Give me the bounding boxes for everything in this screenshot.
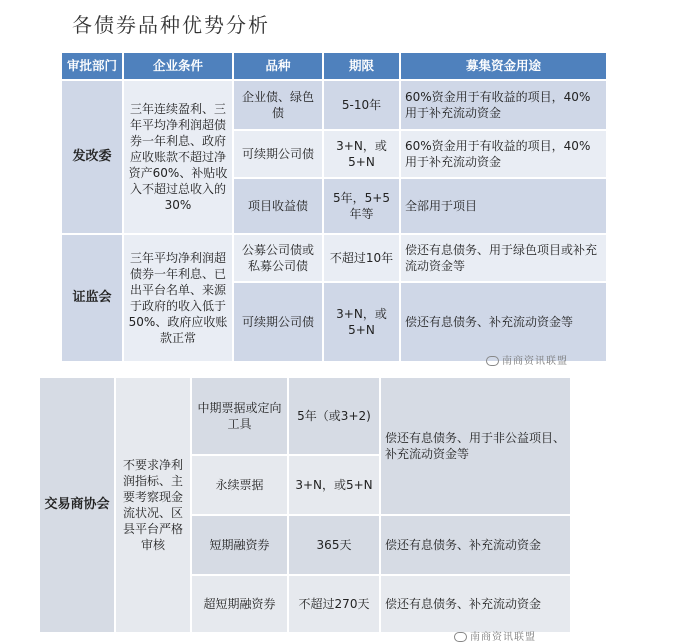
wechat-icon — [454, 632, 467, 642]
bond-term: 3+N，或5+N — [323, 282, 400, 362]
dept-ndrc: 发改委 — [61, 80, 123, 234]
fund-use: 偿还有息债务、补充流动资金等 — [400, 282, 607, 362]
watermark-2: 南商资讯联盟 — [454, 628, 536, 643]
bond-type: 公募公司债或私募公司债 — [233, 234, 323, 282]
bond-term: 5年，5+5年等 — [323, 178, 400, 234]
fund-use-merged: 偿还有息债务、用于非公益项目、补充流动资金等 — [380, 377, 571, 515]
fund-use: 全部用于项目 — [400, 178, 607, 234]
bond-term: 5年（或3+2) — [288, 377, 380, 455]
bond-type: 可续期公司债 — [233, 282, 323, 362]
bond-comparison-table-1 — [60, 51, 608, 363]
bond-term: 不超过270天 — [288, 575, 380, 633]
header-fund-use: 募集资金用途 — [400, 52, 607, 80]
fund-use: 偿还有息债务、用于绿色项目或补充流动资金等 — [400, 234, 607, 282]
condition-nafmii: 不要求净利润指标、主要考察现金流状况、区县平台严格审核 — [115, 377, 191, 633]
condition-ndrc: 三年连续盈利、三年平均净利润超债券一年利息、政府应收账款不超过净资产60%、补贴收入不超过总收入的30% — [123, 80, 233, 234]
table-row — [39, 377, 571, 455]
table-row — [61, 80, 607, 130]
bond-comparison-table-2 — [38, 376, 572, 634]
bond-term: 3+N，或5+N — [323, 130, 400, 178]
header-approval-dept: 审批部门 — [61, 52, 123, 80]
bond-term: 365天 — [288, 515, 380, 575]
header-conditions: 企业条件 — [123, 52, 233, 80]
bond-type: 可续期公司债 — [233, 130, 323, 178]
dept-nafmii: 交易商协会 — [39, 377, 115, 633]
fund-use: 60%资金用于有收益的项目，40%用于补充流动资金 — [400, 130, 607, 178]
bond-type: 企业债、绿色债 — [233, 80, 323, 130]
page-title: 各债券品种优势分析 — [72, 13, 270, 37]
wechat-icon — [486, 356, 499, 366]
bond-term: 5-10年 — [323, 80, 400, 130]
condition-csrc: 三年平均净利润超债券一年利息、已出平台名单、来源于政府的收入低于50%、政府应收账款正常 — [123, 234, 233, 362]
dept-csrc: 证监会 — [61, 234, 123, 362]
table-row — [61, 234, 607, 282]
fund-use: 偿还有息债务、补充流动资金 — [380, 575, 571, 633]
watermark-1: 南商资讯联盟 — [486, 352, 568, 367]
bond-type: 中期票据或定向工具 — [191, 377, 288, 455]
bond-type: 超短期融资券 — [191, 575, 288, 633]
header-type: 品种 — [233, 52, 323, 80]
bond-type: 永续票据 — [191, 455, 288, 515]
fund-use: 60%资金用于有收益的项目，40%用于补充流动资金 — [400, 80, 607, 130]
header-term: 期限 — [323, 52, 400, 80]
fund-use: 偿还有息债务、补充流动资金 — [380, 515, 571, 575]
bond-type: 项目收益债 — [233, 178, 323, 234]
bond-type: 短期融资券 — [191, 515, 288, 575]
bond-term: 3+N，或5+N — [288, 455, 380, 515]
bond-term: 不超过10年 — [323, 234, 400, 282]
